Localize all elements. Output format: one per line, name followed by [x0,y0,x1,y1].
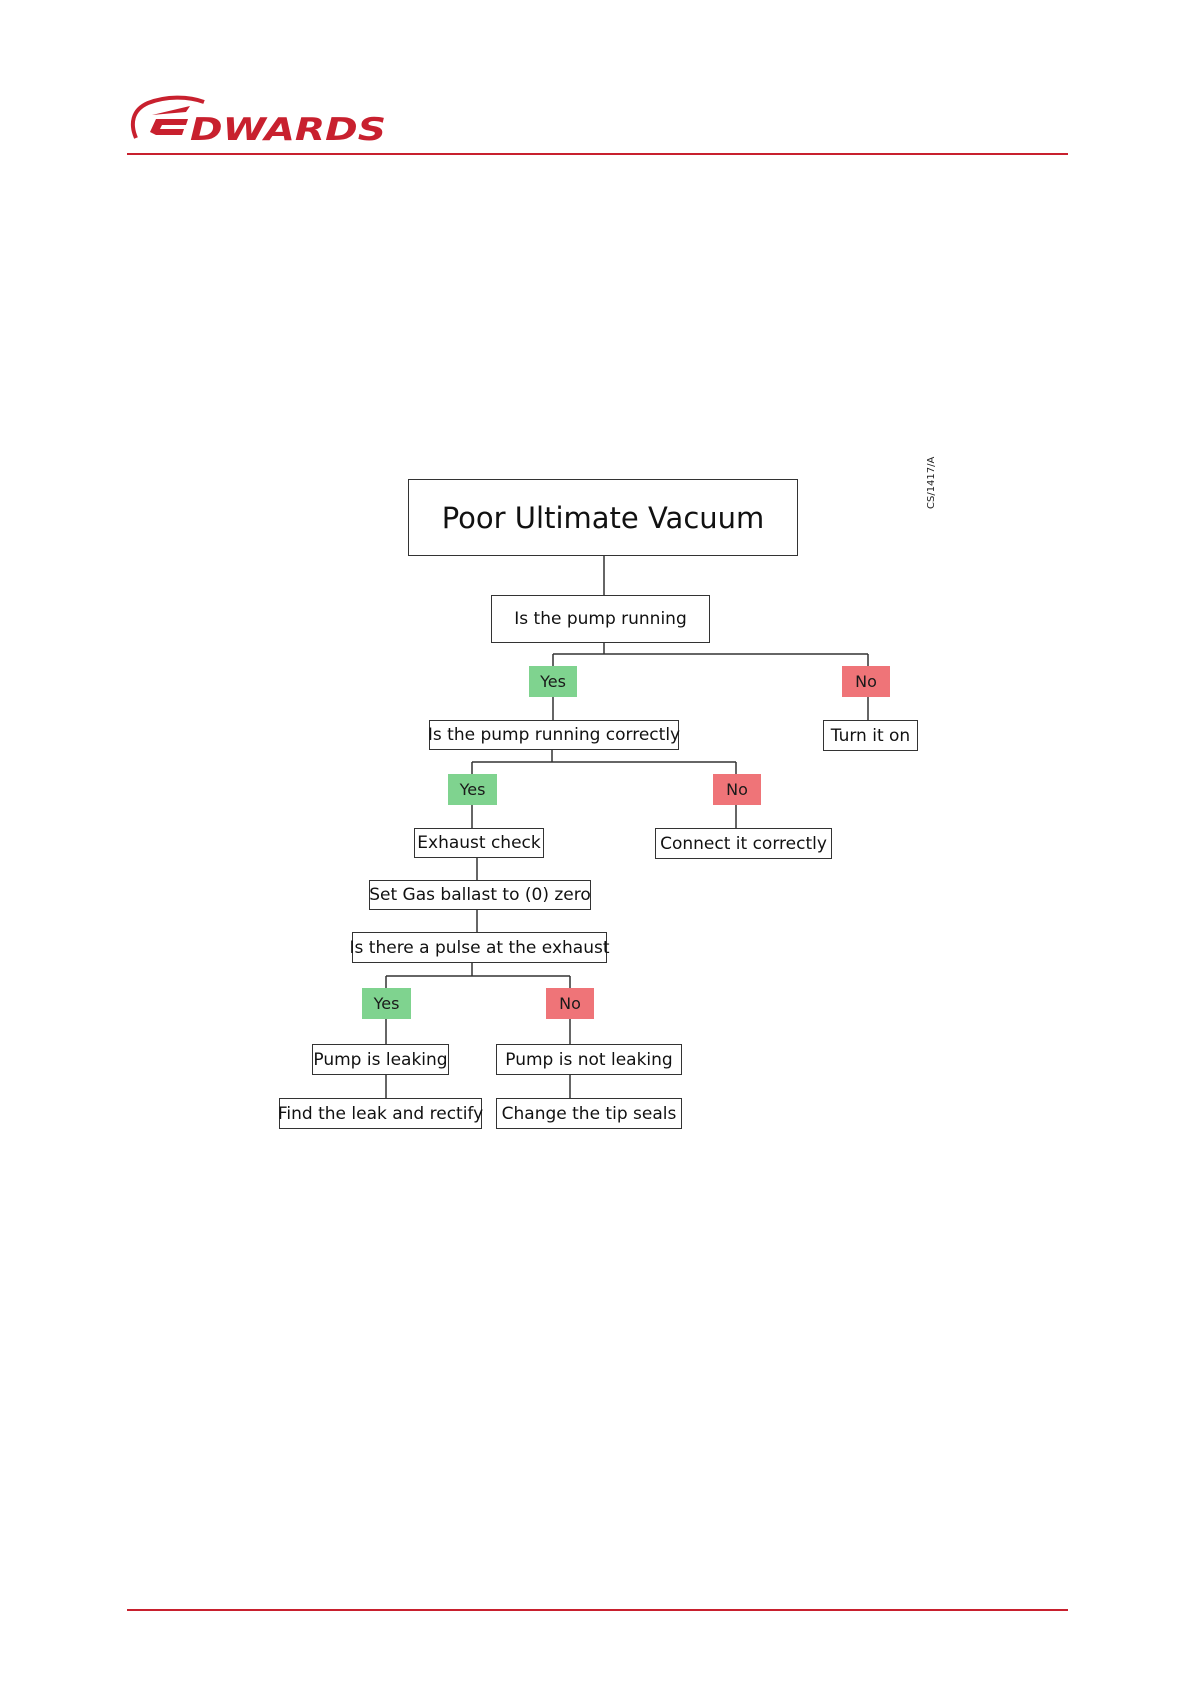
question-pulse-exhaust: Is there a pulse at the exhaust [352,932,607,963]
footer-rule [127,1609,1068,1611]
yes-label: Yes [448,774,497,805]
question-pump-running: Is the pump running [491,595,710,643]
no-label: No [713,774,761,805]
no-label: No [546,988,594,1019]
question-running-correctly: Is the pump running correctly [429,720,679,750]
step-exhaust-check: Exhaust check [414,828,544,858]
action-change-tip-seals: Change the tip seals [496,1098,682,1129]
result-pump-not-leaking: Pump is not leaking [496,1044,682,1075]
svg-text:DWARDS: DWARDS [190,112,386,146]
action-connect-correctly: Connect it correctly [655,828,832,859]
no-label: No [842,666,890,697]
yes-label: Yes [529,666,577,697]
action-turn-it-on: Turn it on [823,720,918,751]
result-pump-leaking: Pump is leaking [312,1044,449,1075]
yes-label: Yes [362,988,411,1019]
action-find-leak: Find the leak and rectify [279,1098,482,1129]
diagram-title: Poor Ultimate Vacuum [408,479,798,556]
step-gas-ballast: Set Gas ballast to (0) zero [369,880,591,910]
figure-reference: CS/1417/A [926,456,937,509]
